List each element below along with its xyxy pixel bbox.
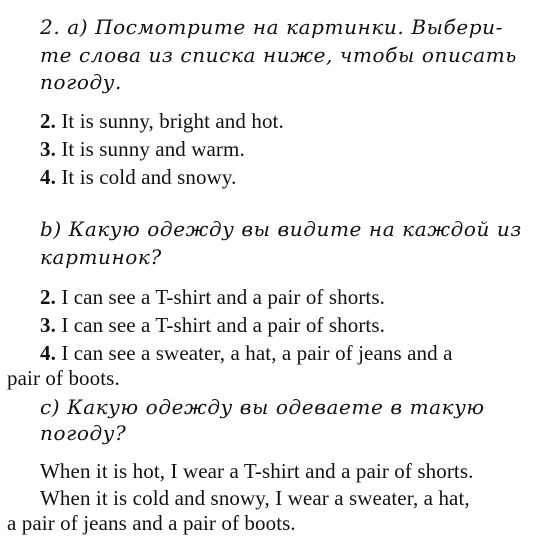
task-c-line-2: погоду?	[40, 421, 127, 445]
answer-text: I can see a T-shirt and a pair of shorts.	[61, 313, 385, 337]
answer-number: 3.	[40, 137, 56, 161]
answer-number: 4.	[40, 165, 56, 189]
answer-text: I can see a T-shirt and a pair of shorts.	[61, 285, 385, 309]
answer-a-3	[40, 137, 245, 161]
answer-number: 2.	[40, 109, 56, 133]
answer-c-hot: When it is hot, I wear a T-shirt and a pair of shorts.	[40, 459, 474, 483]
answer-number: 3.	[40, 313, 56, 337]
answer-c-cold: When it is cold and snowy, I wear a sweater, a hat,	[40, 486, 470, 510]
answer-text: It is sunny and warm.	[61, 137, 245, 161]
task-a-line-2: те слова из списка ниже, чтобы описать	[40, 43, 517, 67]
answer-c-cold-continuation: a pair of jeans and a pair of boots.	[7, 511, 296, 535]
answer-b-3	[40, 313, 385, 337]
answer-number: 2.	[40, 285, 56, 309]
task-c-line-1: c) Какую одежду вы одеваете в такую	[40, 395, 485, 419]
answer-text: It is sunny, bright and hot.	[61, 109, 284, 133]
answer-b-4-continuation: pair of boots.	[7, 366, 120, 390]
task-a-line-3: погоду.	[40, 70, 122, 94]
answer-a-4	[40, 165, 236, 189]
answer-b-4	[40, 341, 453, 365]
answer-text: I can see a sweater, a hat, a pair of jeans and a	[61, 341, 453, 365]
task-b-line-1: b) Какую одежду вы видите на каждой из	[40, 217, 522, 241]
answer-b-2	[40, 285, 385, 309]
answer-a-2	[40, 109, 284, 133]
task-a-line-1: 2. a) Посмотрите на картинки. Выбери-	[40, 15, 503, 39]
task-b-line-2: картинок?	[40, 245, 162, 269]
answer-text: It is cold and snowy.	[61, 165, 237, 189]
answer-number: 4.	[40, 341, 56, 365]
